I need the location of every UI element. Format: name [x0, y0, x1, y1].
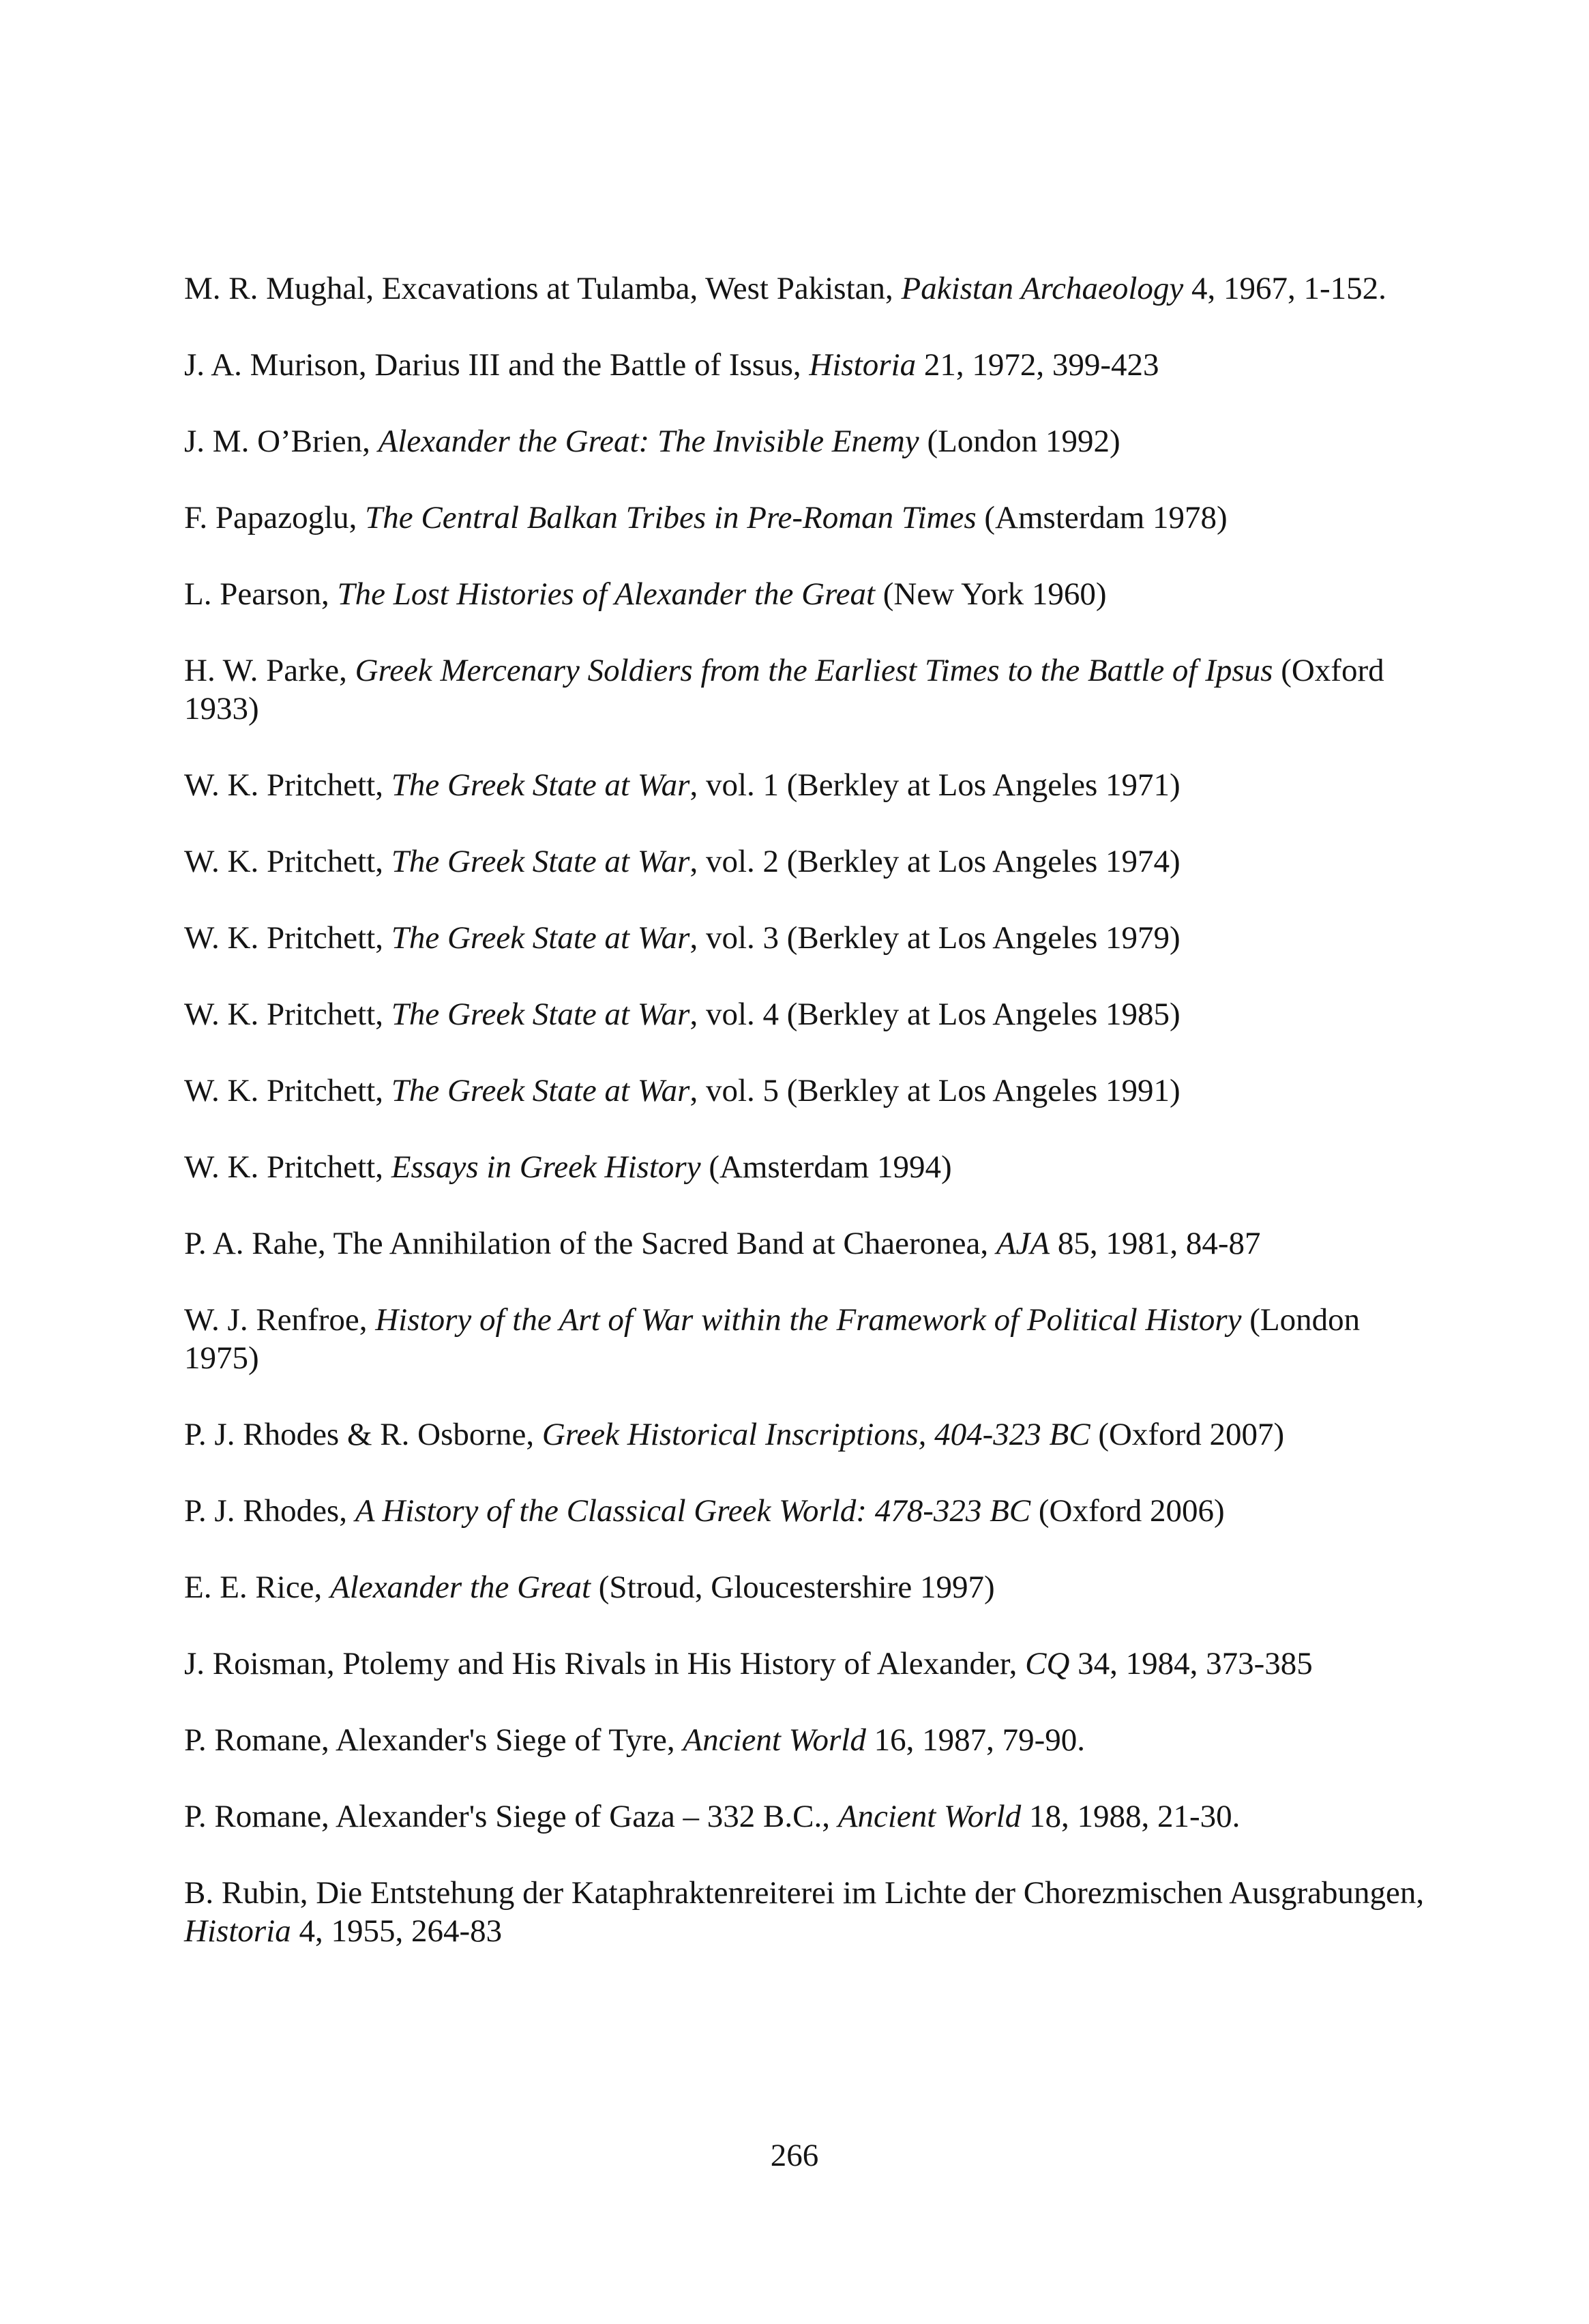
entry-text: 18, 1988, 21-30.	[1021, 1799, 1241, 1834]
entry-text: F. Papazoglu,	[184, 500, 366, 535]
entry-text: (Amsterdam 1994)	[700, 1149, 952, 1185]
entry-text: L. Pearson,	[184, 576, 338, 612]
entry-text: , vol. 3 (Berkley at Los Angeles 1979)	[689, 920, 1180, 956]
bibliography-entry	[184, 269, 1425, 308]
entry-text: P. J. Rhodes,	[184, 1493, 355, 1529]
entry-title-italic: AJA	[996, 1226, 1050, 1261]
bibliography-entry	[184, 1148, 1425, 1186]
entry-title-italic: The Greek State at War	[391, 920, 690, 956]
page-number: 266	[770, 2138, 819, 2173]
bibliography-entry	[184, 995, 1425, 1033]
entry-title-italic: Essays in Greek History	[391, 1149, 701, 1185]
entry-text: J. M. O’Brien,	[184, 424, 378, 459]
bibliography-entry	[184, 1645, 1425, 1683]
entry-text: W. J. Renfroe,	[184, 1302, 376, 1338]
entry-title-italic: CQ	[1025, 1646, 1070, 1681]
bibliography-entry	[184, 651, 1425, 728]
entry-text: (Amsterdam 1978)	[976, 500, 1228, 535]
entry-text: P. A. Rahe, The Annihilation of the Sacred Band at Chaeronea,	[184, 1226, 996, 1261]
entry-text: J. A. Murison, Darius III and the Battle of Issus,	[184, 347, 810, 383]
bibliography-entry	[184, 842, 1425, 881]
bibliography-entry	[184, 1568, 1425, 1606]
bibliography-entry	[184, 1415, 1425, 1454]
entry-text: 85, 1981, 84-87	[1050, 1226, 1261, 1261]
entry-text: (Stroud, Gloucestershire 1997)	[591, 1570, 995, 1605]
bibliography-entry	[184, 575, 1425, 613]
bibliography-entry	[184, 1224, 1425, 1263]
bibliography-entry	[184, 1072, 1425, 1110]
entry-text: E. E. Rice,	[184, 1570, 331, 1605]
entry-text: W. K. Pritchett,	[184, 920, 391, 956]
entry-text: 4, 1967, 1-152.	[1183, 271, 1386, 306]
entry-title-italic: Alexander the Great: The Invisible Enemy	[378, 424, 919, 459]
entry-text: 4, 1955, 264-83	[291, 1913, 503, 1949]
entry-text: P. Romane, Alexander's Siege of Gaza – 332 B.C.,	[184, 1799, 838, 1834]
entry-text: , vol. 2 (Berkley at Los Angeles 1974)	[689, 844, 1180, 879]
entry-text: P. J. Rhodes & R. Osborne,	[184, 1417, 542, 1452]
entry-text: , vol. 4 (Berkley at Los Angeles 1985)	[689, 997, 1180, 1032]
entry-title-italic: Ancient World	[837, 1799, 1022, 1834]
entry-title-italic: Pakistan Archaeology	[901, 271, 1184, 306]
entry-title-italic: The Central Balkan Tribes in Pre-Roman Times	[365, 500, 977, 535]
bibliography-entry	[184, 1797, 1425, 1836]
entry-text: , vol. 1 (Berkley at Los Angeles 1971)	[689, 767, 1180, 803]
entry-title-italic: Greek Historical Inscriptions, 404-323 BC	[541, 1417, 1090, 1452]
bibliography-entry	[184, 919, 1425, 957]
entry-text: 34, 1984, 373-385	[1069, 1646, 1313, 1681]
entry-title-italic: History of the Art of War within the Framework of Political History	[375, 1302, 1242, 1338]
entry-text: W. K. Pritchett,	[184, 1073, 391, 1108]
entry-text: (London 1992)	[919, 424, 1120, 459]
entry-text: 16, 1987, 79-90.	[865, 1722, 1086, 1758]
bibliography-entry	[184, 1874, 1432, 1950]
entry-text: H. W. Parke,	[184, 653, 355, 688]
bibliography-entry	[184, 766, 1425, 804]
bibliography-entry	[184, 346, 1425, 384]
entry-title-italic: Alexander the Great	[330, 1570, 591, 1605]
entry-text: W. K. Pritchett,	[184, 844, 391, 879]
entry-title-italic: Greek Mercenary Soldiers from the Earliest Times to the Battle of Ipsus	[355, 653, 1273, 688]
entry-text: J. Roisman, Ptolemy and His Rivals in His History of Alexander,	[184, 1646, 1026, 1681]
entry-text: (Oxford 2007)	[1090, 1417, 1285, 1452]
entry-text: , vol. 5 (Berkley at Los Angeles 1991)	[689, 1073, 1180, 1108]
entry-title-italic: Ancient World	[683, 1722, 866, 1758]
entry-text: M. R. Mughal, Excavations at Tulamba, West Pakistan,	[184, 271, 902, 306]
entry-title-italic: A History of the Classical Greek World: 478-323 BC	[355, 1493, 1031, 1529]
bibliography-entry	[184, 499, 1425, 537]
entry-text: W. K. Pritchett,	[184, 767, 391, 803]
bibliography-entry	[184, 1301, 1425, 1377]
entry-title-italic: The Greek State at War	[391, 997, 690, 1032]
entry-title-italic: The Lost Histories of Alexander the Great	[337, 576, 876, 612]
entry-text: (London 1975)	[184, 1302, 1368, 1376]
bibliography-entry	[184, 1492, 1425, 1530]
entry-text: B. Rubin, Die Entstehung der Kataphraktenreiterei im Lichte der Chorezmischen Ausgrabungen,	[184, 1875, 1432, 1911]
entry-title-italic: Historia	[184, 1913, 291, 1949]
entry-text: (New York 1960)	[875, 576, 1107, 612]
entry-text: 21, 1972, 399-423	[916, 347, 1159, 383]
bibliography-entry	[184, 422, 1425, 460]
entry-title-italic: The Greek State at War	[391, 767, 690, 803]
entry-title-italic: The Greek State at War	[391, 844, 690, 879]
entry-title-italic: Historia	[809, 347, 917, 383]
entry-text: W. K. Pritchett,	[184, 997, 391, 1032]
entry-text: P. Romane, Alexander's Siege of Tyre,	[184, 1722, 683, 1758]
entry-title-italic: The Greek State at War	[391, 1073, 690, 1108]
entry-text: W. K. Pritchett,	[184, 1149, 391, 1185]
entry-text: (Oxford 1933)	[184, 653, 1393, 726]
bibliography-entry	[184, 1721, 1425, 1759]
bibliography-list	[184, 269, 1432, 1988]
entry-text: (Oxford 2006)	[1030, 1493, 1225, 1529]
